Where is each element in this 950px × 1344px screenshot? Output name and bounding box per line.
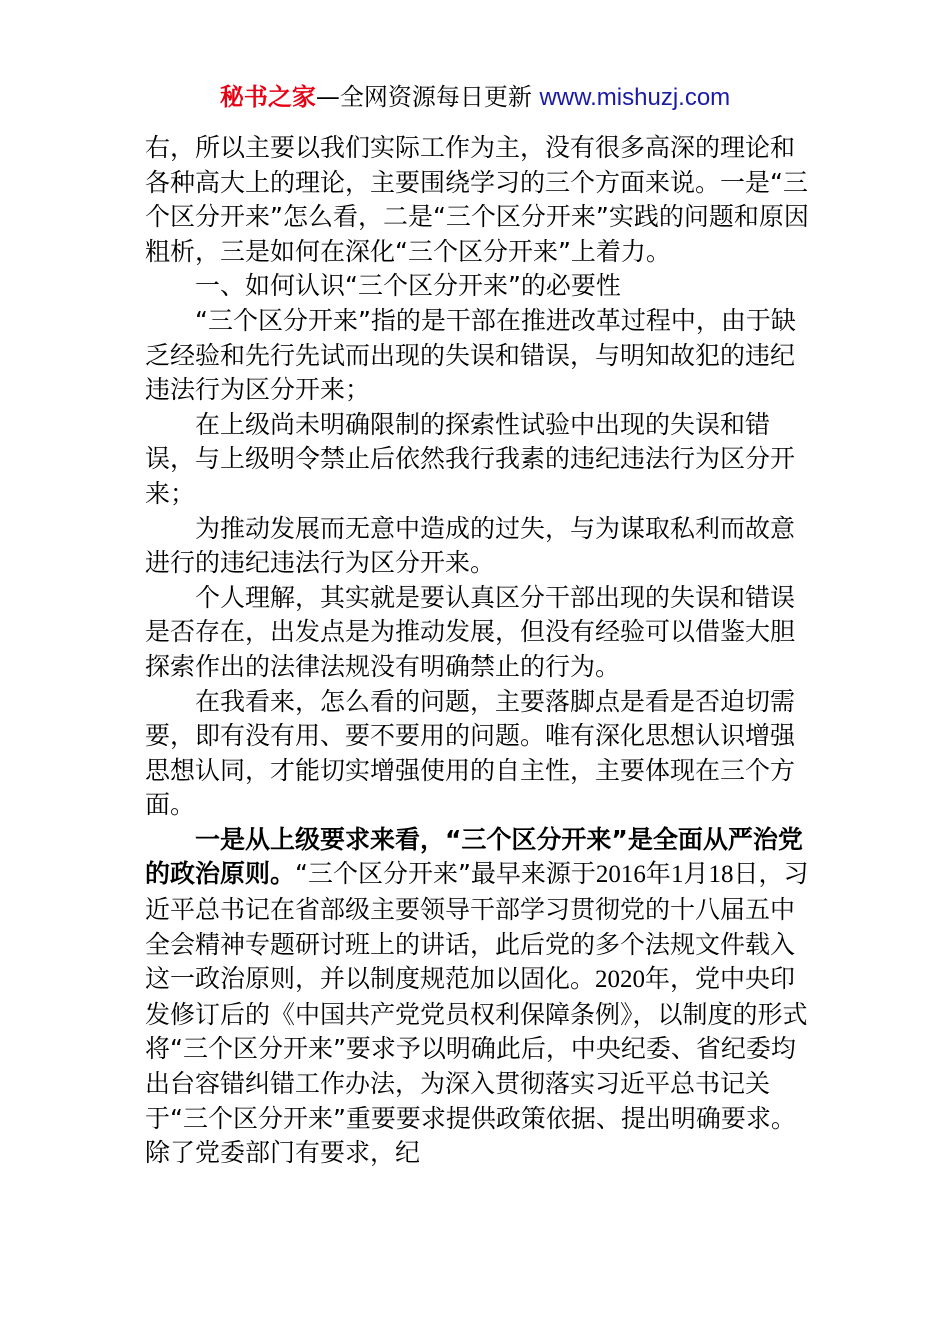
paragraph-text: 年	[645, 859, 671, 889]
paragraph: 在我看来，怎么看的问题，主要落脚点是看是否迫切需要，即有没有用、要不要用的问题。唯有深化思想认识增强思想认同，才能切实增强使用的自主性，主要体现在三个方面。	[145, 686, 796, 820]
site-tagline: —全网资源每日更新	[315, 83, 532, 111]
month-number: 1	[670, 861, 684, 889]
paragraph: 为推动发展而无意中造成的过失，与为谋取私利而故意进行的违纪违法行为区分开来。	[145, 513, 796, 578]
year-number: 2020	[595, 966, 646, 994]
point-heading: 一是从上级要求来看，“三个区分开来”是全面从严治党的政治原则。	[145, 824, 803, 889]
site-url-link[interactable]: www.mishuzj.com	[539, 84, 731, 111]
paragraph-first-point	[145, 823, 810, 1171]
year-number: 2016	[595, 861, 646, 889]
paragraph-text: 日，习近平总书记在省部级主要领导干部学习贯彻党的十八届五中全会精神专题研讨班上的讲话，此后党的多个法规文件载入这一政治原则，并以制度规范加以固化。	[145, 859, 809, 994]
site-brand: 秘书之家	[219, 83, 316, 111]
paragraph: “三个区分开来”指的是干部在推进改革过程中，由于缺乏经验和先行先试而出现的失误和错误，与明知故犯的违纪违法行为区分开来；	[145, 305, 796, 405]
paragraph-text: 年，党中央印发修订后的《中国共产党党员权利保障条例》，以制度的形式将“三个区分开来”要求予以明确此后，中央纪委、省纪委均出台容错纠错工作办法，为深入贯彻落实习近平总书记关于“三个区分开来”重要要求提供政策依据、提出明确要求。除了党委部门有要求，纪	[145, 964, 808, 1168]
paragraph: 个人理解，其实就是要认真区分干部出现的失误和错误是否存在，出发点是为推动发展，但没有经验可以借鉴大胆探索作出的法律法规没有明确禁止的行为。	[145, 582, 796, 681]
day-number: 18	[708, 861, 734, 889]
paragraph-continuation: 右，所以主要以我们实际工作为主，没有很多高深的理论和各种高大上的理论，主要围绕学习的三个方面来说。一是“三个区分开来”怎么看，二是“三个区分开来”实践的问题和原因粗析，三是如何在深化“三个区分开来”上着力。	[145, 133, 809, 266]
paragraph-text: “三个区分开来”最早来源于	[295, 859, 596, 889]
document-header	[0, 80, 950, 115]
paragraph: 在上级尚未明确限制的探索性试验中出现的失误和错误，与上级明令禁止后依然我行我素的违纪违法行为区分开来；	[145, 409, 796, 508]
section-heading: 一、如何认识“三个区分开来”的必要性	[195, 271, 621, 301]
paragraph-text: 月	[683, 859, 709, 889]
document-body	[145, 131, 810, 1171]
